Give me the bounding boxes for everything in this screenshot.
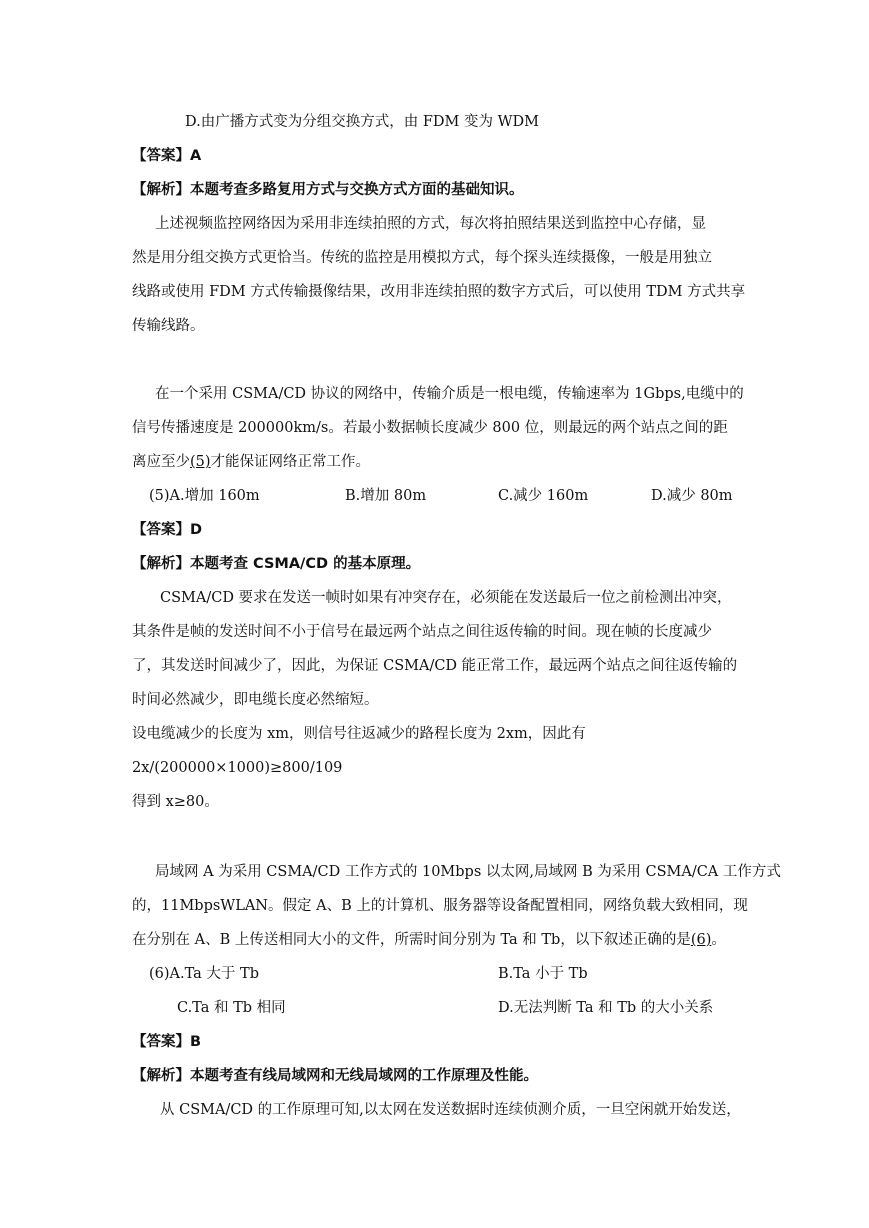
prev-analysis-heading [132,180,524,200]
q6-option-a: (6)A.Ta 大于 Tb [149,966,259,982]
q6-option-c: C.Ta 和 Tb 相同 [177,1000,286,1016]
answer-label: 【答案】 [132,522,190,538]
answer-value: B [190,1034,202,1050]
answer-value: A [190,148,202,164]
q5-stem-post: 才能保证网络正常工作。 [210,454,371,470]
q5-analysis-line-1: CSMA/CD 要求在发送一帧时如果有冲突存在，必须能在发送最后一位之前检测出冲突， [160,590,732,606]
analysis-title: 本题考查有线局域网和无线局域网的工作原理及性能。 [190,1068,538,1084]
q5-analysis-line-3: 了，其发送时间减少了，因此，为保证 CSMA/CD 能正常工作，最远两个站点之间往返传输的 [132,658,738,674]
q5-answer [132,520,202,540]
q6-stem-line-3 [132,930,726,950]
q6-stem-line-1: 局域网 A 为采用 CSMA/CD 工作方式的 10Mbps 以太网,局域网 B 为采用 CSMA/CA 工作方式 [155,864,781,880]
answer-value: D [190,522,203,538]
q6-option-d: D.无法判断 Ta 和 Tb 的大小关系 [498,1000,714,1016]
q6-analysis-heading [132,1066,538,1086]
q5-stem-pre: 离应至少 [132,454,190,470]
prev-analysis-line-2: 然是用分组交换方式更恰当。传统的监控是用模拟方式，每个探头连续摄像，一般是用独立 [132,250,712,266]
q5-option-b: B.增加 80m [345,488,427,504]
q6-option-b: B.Ta 小于 Tb [498,966,588,982]
analysis-title: 本题考查 CSMA/CD 的基本原理。 [190,556,421,572]
q5-stem-line-2: 信号传播速度是 200000km/s。若最小数据帧长度减少 800 位，则最远的两个站点之间的距 [132,420,728,436]
prev-analysis-line-1: 上述视频监控网络因为采用非连续拍照的方式，每次将拍照结果送到监控中心存储，显 [155,216,706,232]
prev-analysis-line-4: 传输线路。 [132,318,205,334]
answer-label: 【答案】 [132,148,190,164]
q5-analysis-heading [132,554,420,574]
prev-option-d: D.由广播方式变为分组交换方式，由 FDM 变为 WDM [185,114,539,130]
q6-blank: (6) [690,932,712,948]
q6-stem-pre: 在分别在 A、B 上传送相同大小的文件，所需时间分别为 Ta 和 Tb，以下叙述正确的是 [132,932,691,948]
prev-answer [132,146,201,166]
prev-analysis-line-3: 线路或使用 FDM 方式传输摄像结果，改用非连续拍照的数字方式后，可以使用 TDM 方式共享 [132,284,746,300]
q5-stem-line-3 [132,452,370,472]
q5-option-c: C.减少 160m [498,488,589,504]
q5-analysis-line-5: 设电缆减少的长度为 xm，则信号往返减少的路程长度为 2xm，因此有 [132,726,586,742]
analysis-title: 本题考查多路复用方式与交换方式方面的基础知识。 [190,182,524,198]
q6-stem-line-2: 的，11MbpsWLAN。假定 A、B 上的计算机、服务器等设备配置相同，网络负载大致相同，现 [132,898,748,914]
q5-option-d: D.减少 80m [651,488,733,504]
analysis-label: 【解析】 [132,182,190,198]
q6-stem-post: 。 [711,932,726,948]
q5-stem-line-1: 在一个采用 CSMA/CD 协议的网络中，传输介质是一根电缆，传输速率为 1Gbps,电缆中的 [155,386,744,402]
q5-analysis-line-4: 时间必然减少，即电缆长度必然缩短。 [132,692,379,708]
q6-analysis-line-1: 从 CSMA/CD 的工作原理可知,以太网在发送数据时连续侦测介质，一旦空闲就开始发送， [160,1102,741,1118]
q5-analysis-result: 得到 x≥80。 [132,794,219,810]
q6-answer [132,1032,201,1052]
analysis-label: 【解析】 [132,1068,190,1084]
answer-label: 【答案】 [132,1034,190,1050]
q5-option-a: (5)A.增加 160m [149,488,260,504]
q5-analysis-line-2: 其条件是帧的发送时间不小于信号在最远两个站点之间往返传输的时间。现在帧的长度减少 [132,624,712,640]
q5-analysis-formula: 2x/(200000×1000)≥800/109 [132,760,343,776]
q5-blank: (5) [190,454,211,470]
analysis-label: 【解析】 [132,556,190,572]
